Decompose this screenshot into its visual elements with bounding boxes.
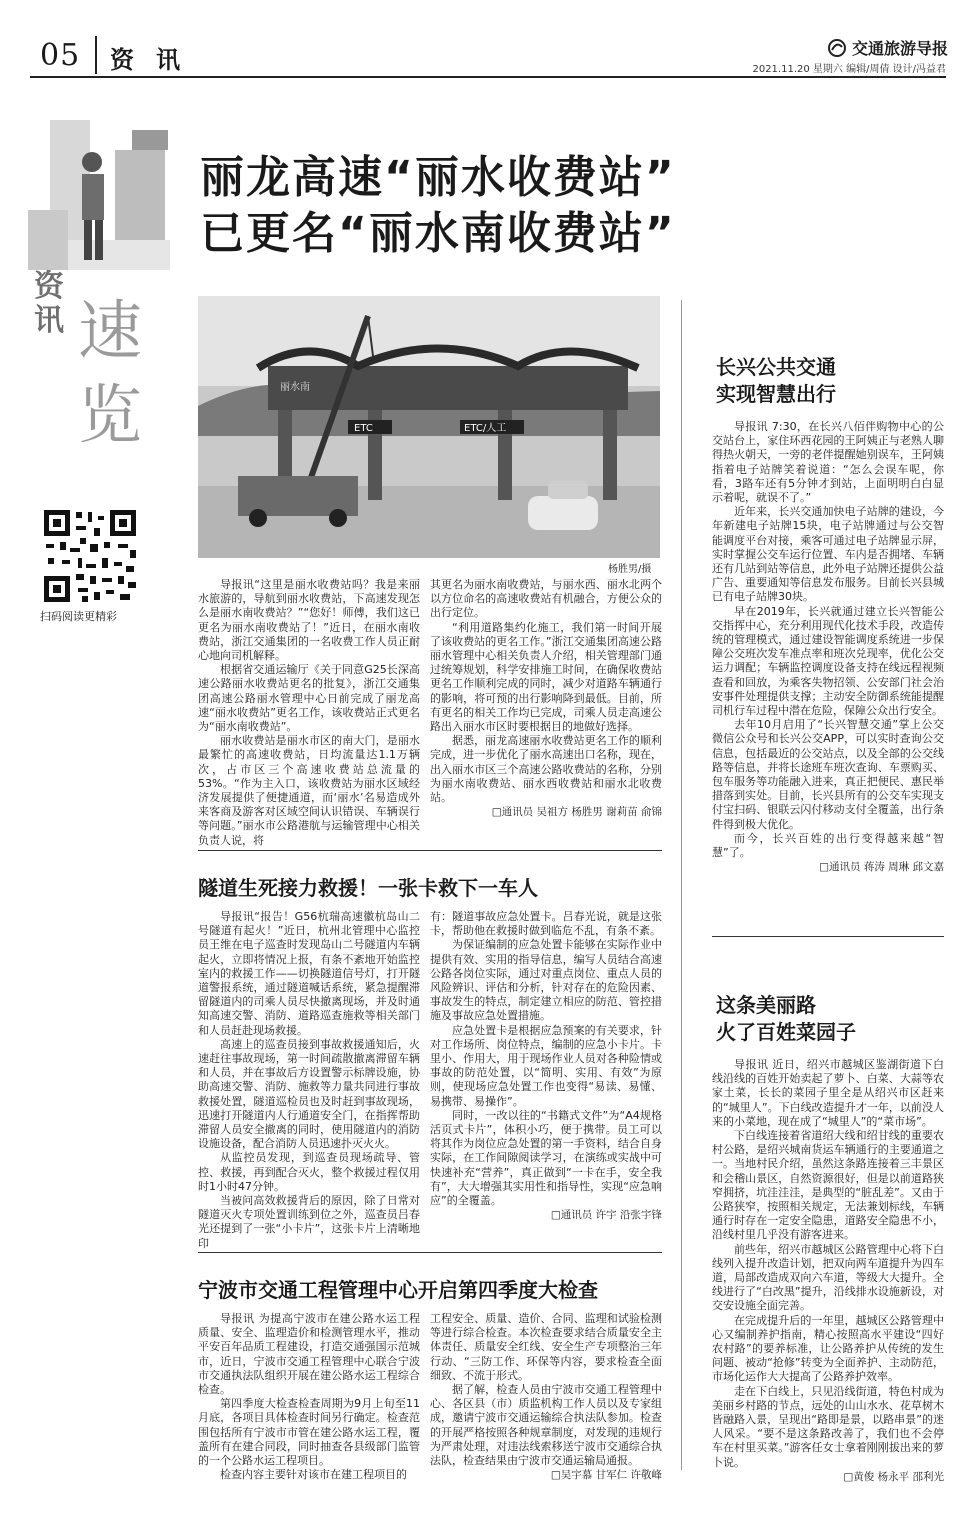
lead-paragraph: 根据省交通运输厅《关于同意G25长深高速公路丽水收费站更名的批复》，浙江交通集团高速公路丽水管理中心日前完成了丽龙高速“丽水收费站”更名工作，该收费站正式更名为“丽水南收费站”。	[198, 663, 420, 734]
lead-headline-line2: 已更名“丽水南收费站”	[200, 208, 676, 259]
column-divider	[681, 300, 682, 1470]
lead-paragraph: 导报讯“这里是丽水收费站吗？我是来丽水旅游的，导航到丽水收费站，下高速发现怎么是丽水南收费站？”“您好！师傅，我们这已更名为丽水南收费站了！”近日，在丽水南收费站，浙江交通集团的一名收费工作人员正耐心地向司机解释。	[198, 578, 420, 663]
qr-code-icon	[42, 508, 138, 604]
right1-paragraph: 近年来，长兴交通加快电子站牌的建设，今年新建电子站牌15块，电子站牌通过与公交智能调度平台对接，乘客可通过电子站牌显示屏，实时掌握公交车运行位置、车内是否拥堵、车辆还有几站到站等信息，此外电子站牌还提供公益广告、重要通知等信息发布服务。目前长兴县城已有电子站牌30块。	[712, 505, 944, 604]
article2-paragraph: 从监控员发现，到巡查员现场疏导、管控、救援，再到配合灭火，整个救援过程仅用时1小时47分钟。	[198, 1151, 420, 1193]
right2-paragraph: 前些年，绍兴市越城区公路管理中心将下白线列入提升改造计划，把双向两车道提升为四车道，局部改造成双向六车道，等级大大提升。全线进行了“白改黑”提升，沿线排水设施新设，对交安设施全面完善。	[712, 1242, 944, 1313]
article3-byline: □吴宇慕 甘军仁 许敬峰	[550, 1469, 662, 1482]
right2-headline-line1: 这条美丽路	[716, 993, 816, 1017]
right1-body	[712, 420, 944, 875]
article3-headline: 宁波市交通工程管理中心开启第四季度大检查	[198, 1278, 598, 1302]
toll-station-photo	[198, 296, 660, 558]
header-rule	[30, 76, 946, 78]
article3-paragraph: 检查内容主要针对该市在建工程项目的	[220, 1468, 407, 1482]
logo-swirl-icon	[828, 39, 846, 57]
lead-paragraph: “利用道路集约化施工，我们第一时间开展了该收费站的更名工作。”浙江交通集团高速公路丽水管理中心相关负责人介绍，相关管理部门通过统筹规划，科学安排施工时间，在确保收费站更名工作顺利完成的同时，减少对道路车辆通行的影响，将可预的出行影响降到最低。目前，所有更名的相关工作均已完成，司乘人员走高速公路出入丽水市区时要根据目的地做好选择。	[430, 620, 662, 734]
article2-paragraph: 导报讯“报告！G56杭瑞高速徽杭岛山二号隧道有起火！”近日，杭州北管理中心监控员王维在电子巡查时发现岛山二号隧道内车辆起火，立即将情况上报，有条不紊地开始监控室内的救援工作——切换隧道信号灯，打开隧道警报系统，通过隧道喊话系统，紧急提醒滞留隧道内的司乘人员尽快撤离现场，并及时通知高速交警、消防、道路巡查施救等相关部门和人员赶赴现场救援。	[198, 910, 420, 1037]
article3-paragraph: 据了解，检查人员由宁波市交通工程管理中心、各区县（市）质监机构工作人员以及专家组成，邀请宁波市交通运输综合执法队参加。检查的开展严格按照各种规章制度，对发现的违规行为严肃处理，对违法线索移送宁波市交通综合执法队，检查结果由宁波市交通运输局通报。	[430, 1383, 662, 1468]
photo-credit: 杨胜男/摄	[608, 564, 652, 575]
article3-paragraph: 工程安全、质量、造价、合同、监理和试验检测等进行综合检查。本次检查要求结合质量安全主体责任、质量安全红线、安全生产专项整治三年行动、“三防工作、环保等内容，要求检查全面细致、不流于形式。	[430, 1312, 662, 1382]
photo-sign-etc: ETC	[354, 423, 373, 434]
article2-headline: 隧道生死接力救援！一张卡救下一车人	[198, 876, 538, 900]
lead-column-2	[430, 578, 662, 819]
header-divider	[95, 36, 97, 74]
right2-paragraph: 下白线连接着省道绍大线和绍甘线的重要农村公路，是绍兴城南货运车辆通行的主要通道之一。当地村民介绍，虽然这条路连接着三丰景区和会稽山景区，自然资源很好，但是以前道路狭窄拥挤，坑洼洼洼，是典型的“脏乱差”。又由于公路狭窄，按照相关规定，无法兼划标线，车辆通行时存在一定安全隐患，道路安全隐患不小，沿线村里几乎没有游客进来。	[712, 1129, 944, 1242]
right1-paragraph: 去年10月启用了“长兴智慧交通”掌上公交微信公众号和长兴公交APP，可以实时查询公交信息，包括最近的公交站点，以及全部的公交线路等信息，并将长途班车班次查询、车票购买、包车服务等功能融入进来，真正把便民、惠民举措落到实处。目前，长兴县所有的公交车实现支付宝扫码、银联云闪付移动支付全覆盖，出行条件得到极大优化。	[712, 718, 944, 831]
article2-paragraph: 同时，一改以往的“书籍式文件”为“A4规格活页式卡片”，体积小巧，便于携带。员工可以将其作为岗位应急处置的第一手资料，结合自身实际，在工作间隙阅读学习，在演练或实战中可快速补充“营养”，真正做到“一卡在手，安全我有”，大大增强其实用性和指导性，实现“应急响应”的全覆盖。	[430, 1108, 662, 1208]
right1-byline: □通讯员 蒋涛 周琳 邱文嘉	[819, 861, 944, 874]
lead-headline-line1: 丽龙高速“丽水收费站”	[200, 152, 676, 203]
article2-paragraph: 有：隧道事故应急处置卡。吕春光说，就是这张卡，帮助他在救援时做到临危不乱，有条不紊。	[430, 910, 662, 938]
paper-name: 交通旅游导报	[851, 39, 948, 58]
article2-paragraph: 为保证编制的应急处置卡能够在实际作业中提供有效、实用的指导信息，编写人员结合高速公路各岗位实际，通过对重点岗位、重点人员的风险辨识、评估和分析，针对存在的危险因素、事故发生的特点，制定建立相应的防范、管控措施及事故应急处置措施。	[430, 938, 662, 1023]
article3-column-1	[198, 1312, 420, 1482]
right1-headline	[716, 354, 836, 408]
right1-paragraph: 导报讯 7:30，在长兴八佰伴购物中心的公交站台上，家住环西花园的王阿姨正与老熟人聊得热火朝天，一旁的老伴提醒她别误车，王阿姨指着电子站牌笑着说道：“怎么会误车呢，你看，3路车还有5分钟才到站，上面明明白白显示着呢，就误不了。”	[712, 420, 944, 505]
lead-paragraph: 据悉，丽龙高速丽水收费站更名工作的顺利完成，进一步优化了丽水高速出口名称，现在，出入丽水市区三个高速公路收费站的名称，分别为丽水南收费站、丽水西收费站和丽水北收费站。	[430, 734, 662, 805]
photo-sign-left: 丽水南	[280, 382, 310, 393]
qr-code[interactable]	[42, 508, 138, 604]
lead-headline	[200, 150, 920, 262]
right2-headline	[716, 992, 856, 1046]
article3-paragraph: 第四季度大检查检查周期为9月上旬至11月底，各项目具体检查时间另行确定。检查范围包括所有宁波市市管在建公路水运工程，覆盖所有在建合同段，同时抽查各县级部门监管的一个公路水运工程项目。	[198, 1397, 420, 1468]
article2-byline: □通讯员 许宇 沿张宇锋	[550, 1209, 662, 1222]
article2-paragraph: 高速上的巡查员接到事故救援通知后，火速赶往事故现场，第一时间疏散撤离滞留车辆和人员，并在事故后方设置警示标牌设施，协助高速交警、消防、施救等力量共同进行事故救援处置，隧道巡检员也及时赶到事故现场，迅速打开隧道内人行通道安全门，在指挥帮助滞留人员安全撤离的同时，使用隧道内的消防设施设备，配合消防人员迅速扑灭火火。	[198, 1037, 420, 1151]
right1-paragraph: 而今，长兴百姓的出行变得越来越“智慧”了。	[712, 831, 944, 860]
right2-paragraph: 导报讯 近日，绍兴市越城区鉴湖街道下白线沿线的百姓开始卖起了萝卜、白菜、大蒜等农家土菜，长长的菜园子里全是从绍兴市区赶来的“城里人”。下白线改造提升才一年，以前没人来的小菜地，现在成了“城里人”的“菜市场”。	[712, 1058, 944, 1128]
lead-byline: □通讯员 吴祖方 杨胜男 谢莉苗 俞锦	[491, 806, 662, 819]
lead-paragraph: 其更名为丽水南收费站，与丽水西、丽水北两个以方位命名的高速收费站有机融合，方便公众的出行定位。	[430, 578, 662, 620]
right1-headline-line2: 实现智慧出行	[716, 382, 836, 406]
article2-paragraph: 应急处置卡是根据应急预案的有关要求，针对工作场所、岗位特点，编制的应急小卡片。卡里小、作用大，用于现场作业人员对各种险情或事故的防范处置，以“简明、实用、有效”为原则，使现场应急处置工作也变得“易读、易懂、易携带、易操作”。	[430, 1023, 662, 1108]
photo-sign-etc-manual: ETC/人工	[464, 423, 507, 434]
right2-body	[712, 1058, 944, 1484]
right2-byline: □黄俊 杨永平 邵利光	[843, 1470, 944, 1483]
article3-paragraph: 导报讯 为提高宁波市在建公路水运工程质量、安全、监理造价和检测管理水平，推动平安百年品质工程建设，打造交通强国示范城市，近日，宁波市交通工程管理中心联合宁波市交通执法队组织开展在建公路水运工程综合检查。	[198, 1312, 420, 1397]
right1-headline-line1: 长兴公共交通	[716, 355, 836, 379]
article3-column-2	[430, 1312, 662, 1482]
column-title-1: 资讯	[34, 269, 64, 338]
qr-label: 扫码阅读更精彩	[40, 610, 117, 623]
right2-paragraph: 走在下白线上，只见沿线街道，特色村成为美丽乡村路的节点，远处的山山水水、花草树木皆融路入景，呈现出“路即是景，以路串景”的迷人风采。“要不是这条路改善了，我们也不会停车在村里买菜。”游客任女士拿着刚刚拔出来的萝卜说。	[712, 1384, 944, 1469]
article2-paragraph: 当被问高效救援背后的原因，除了日常对隧道灭火专项处置训练到位之外，巡查员吕春光还提到了一张“小卡片”，这张卡片上清晰地印	[198, 1194, 420, 1250]
column-title-2: 速览	[78, 295, 142, 453]
paper-logo	[828, 36, 948, 59]
article-divider	[712, 936, 944, 937]
toll-gate-photo-illustration	[198, 296, 660, 558]
lead-column-1	[198, 578, 420, 848]
right2-headline-line2: 火了百姓菜园子	[716, 1020, 856, 1044]
right1-paragraph: 早在2019年，长兴就通过建立长兴智能公交指挥中心，充分利用现代化技术手段，改造传统的管理模式，通过建设智能调度系统进一步保障公交班次发车准点率和班次兑现率，优化公交运力调配；车辆监控调度设备支持在线远程视频查看和回放，为乘客失物招领、公安部门社会治安事件处理提供支撑；主动安全防御系统能提醒司机行车过程中潜在危险，保障公众出行安全。	[712, 604, 944, 718]
right2-paragraph: 在完成提升后的一年里，越城区公路管理中心又编制养护指南，精心按照高水平建设“四好农村路”的要养标准，让公路养护从传统的发生问题、被动“抢修”转变为全面养护、主动防范，市场化运作大大提高了公路养护效率。	[712, 1313, 944, 1384]
issue-meta: 2021.11.20 星期六 编辑/周倩 设计/冯益君	[752, 64, 946, 75]
article-divider	[198, 850, 662, 851]
article2-column-1	[198, 910, 420, 1251]
page-number: 05	[40, 38, 81, 73]
article-divider	[198, 1252, 662, 1253]
section-name: 资讯	[110, 46, 202, 74]
lead-paragraph: 丽水收费站是丽水市区的南大门，是丽水最繁忙的高速收费站，日均流量达1.1万辆次，占市区三个高速收费站总流量的53%。“作为主入口，该收费站为丽水区域经济发展提供了便捷通道，而‘丽水’名易造成外来客商及游客对区域空间认识错误、车辆误行等问题。”丽水市公路港航与运输管理中心相关负责人说，将	[198, 734, 420, 847]
article2-column-2	[430, 910, 662, 1222]
